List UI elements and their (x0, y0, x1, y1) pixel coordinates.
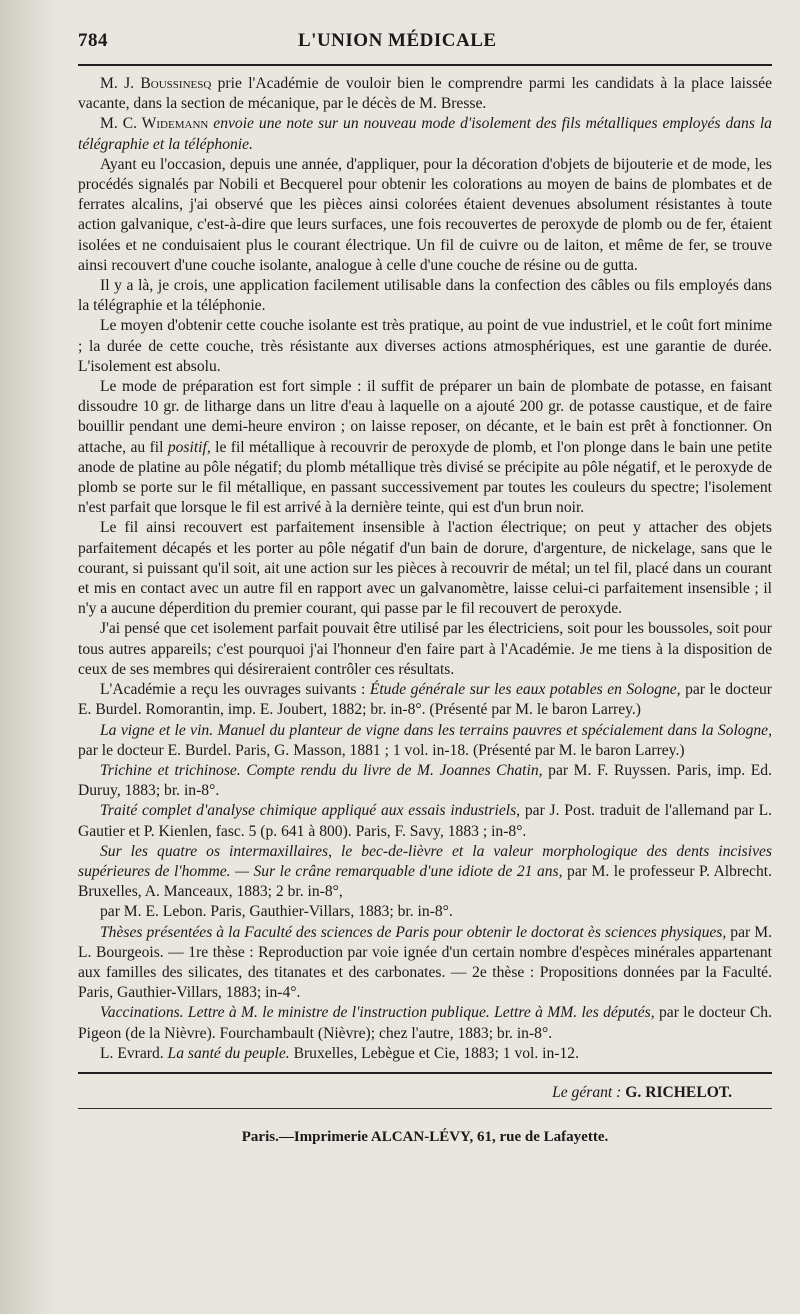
paragraph (78, 114, 772, 154)
paragraph (78, 155, 772, 276)
paragraph-text: Le mode de préparation est fort simple : il suffit de préparer un bain de plombate de potasse, en faisant dissoudre 10 gr. de litharge dans un litre d'eau à laquelle on a ajouté 200 gr. de potasse caustique, et de faire bouillir pendant une demi-heure environ ; on laisse reposer, on décante, et le bain est prêt à fonctionner. On attache, au fil (78, 378, 772, 456)
paragraph (78, 680, 772, 720)
paragraph-italic: Étude générale sur les eaux potables en Sologne, (369, 681, 681, 699)
paragraph-text2: par le docteur Ch. Pigeon (de la Nièvre). Fourchambault (Nièvre); chez l'autre, 1883; br. in-8°. (78, 1004, 772, 1042)
paragraph (78, 902, 772, 922)
paragraph (78, 276, 772, 316)
paragraph-text2: par J. Post. traduit de l'allemand par L. Gautier et P. Kienlen, fasc. 5 (p. 641 à 800). Paris, F. Savy, 1883 ; in-8°. (78, 802, 772, 840)
imprint-rule (78, 1108, 772, 1109)
paragraph-italic: Trichine et trichinose. Compte rendu du livre de M. Joannes Chatin, (100, 761, 543, 779)
paragraph-italic: Vaccinations. Lettre à M. le ministre de l'instruction publique. Lettre à MM. les députés, (100, 1004, 655, 1022)
footer-rule (78, 1072, 772, 1074)
paragraph (78, 377, 772, 518)
paragraph (78, 1044, 772, 1064)
paragraph-text: L'Académie a reçu les ouvrages suivants : (100, 681, 370, 699)
page-header (78, 30, 772, 52)
paragraph-italic: La santé du peuple. (167, 1044, 290, 1062)
article-body (78, 74, 772, 1064)
paragraph-text: L. Evrard. (100, 1044, 168, 1062)
journal-title: L'UNION MÉDICALE (298, 30, 497, 51)
page-number: 784 (78, 30, 108, 51)
header-rule (78, 64, 772, 66)
printer-imprint: Paris.—Imprimerie ALCAN-LÉVY, 61, rue de Lafayette. (241, 1128, 609, 1145)
paragraph-text: par M. E. Lebon. Paris, Gauthier-Villars, 1883; br. in-8°. (100, 903, 453, 921)
paragraph-italic: La vigne et le vin. Manuel du planteur de vigne dans les terrains pauvres et spécialement dans la Sologne, (100, 721, 772, 739)
paragraph-lead_sc: M. C. Widemann (100, 115, 209, 133)
gerant-label: Le gérant : (552, 1083, 622, 1101)
paragraph-lead_sc: M. J. Boussinesq (100, 75, 212, 92)
paragraph (78, 518, 772, 619)
paragraph-text2: par M. le professeur P. Albrecht. Bruxelles, A. Manceaux, 1883; 2 br. in-8°, (78, 862, 772, 901)
paragraph (78, 842, 772, 903)
paragraph-text: Il y a là, je crois, une application facilement utilisable dans la confection des câbles ou fils employés dans la télégraphie et la téléphonie. (78, 277, 772, 315)
paragraph-text2: par le docteur E. Burdel. Paris, G. Masson, 1881 ; 1 vol. in-18. (Présenté par M. le baron Larrey.) (78, 741, 685, 759)
paragraph-text: Ayant eu l'occasion, depuis une année, d'appliquer, pour la décoration d'objets de bijouterie et de mode, les procédés signalés par Nobili et Becquerel pour obtenir les colorations au moyen de bains de plombates et de ferrates alcalins, j'ai observé que les pièces ainsi colorées étaient devenues absolument résistantes à toute action galvanique, c'est-à-dire que leurs surfaces, une fois recouvertes de peroxyde de plomb ou de fer, étaient isolées et ne conduisaient plus le courant électrique. Un fil de cuivre ou de laiton, et même de fer, se trouve ainsi recouvert d'une couche isolante, analogue à celle d'une couche de résine ou de gutta. (78, 155, 772, 274)
paragraph-text: J'ai pensé que cet isolement parfait pouvait être utilisé par les électriciens, soit pour les boussoles, soit pour tous autres appareils; c'est pourquoi j'ai l'honneur d'en faire part à l'Académie. Je me tiens à la disposition de ceux de ses membres qui désireraient contrôler ces résultats. (78, 620, 772, 678)
paragraph (78, 923, 772, 1004)
paragraph-italic: Traité complet d'analyse chimique appliqué aux essais industriels, (100, 802, 521, 820)
paragraph-text2: Bruxelles, Lebègue et Cie, 1883; 1 vol. in-12. (289, 1044, 579, 1062)
paragraph-italic: positif, (167, 438, 211, 456)
paragraph-text2: par M. L. Bourgeois. — 1re thèse : Reproduction par voie ignée d'un certain nombre d'espèces minérales appartenant aux familles des silicates, des titanates et des carbonates. — 2e thèse : Propositions données par la Faculté. Paris, Gauthier-Villars, 1883; in-4°. (78, 923, 772, 1002)
paragraph (78, 74, 772, 114)
paragraph (78, 316, 772, 377)
paragraph-text: Le fil ainsi recouvert est parfaitement insensible à l'action électrique; on peut y attacher des objets parfaitement décapés et les porter au pôle négatif d'un bain de dorure, d'argenture, de nickelage, sans que le courant, si puissant qu'il soit, ait une action sur les pièces à recouvrir de métal; un tel fil, placé dans un courant et mis en contact avec un autre fil en rapport avec un galvanomètre, laisse celui-ci parfaitement insensible ; il n'y a aucune déperdition du premier courant, qui passe par le fil recouvert de peroxyde. (78, 519, 772, 618)
paragraph (78, 1003, 772, 1043)
paragraph-italic: envoie une note sur un nouveau mode d'isolement des fils métalliques employés dans la télégraphie et la téléphonie. (78, 115, 772, 153)
gerant-name: G. RICHELOT. (625, 1083, 732, 1101)
paragraph (78, 761, 772, 801)
paragraph (78, 619, 772, 680)
page-gutter-shadow (0, 0, 58, 1314)
paragraph (78, 801, 772, 841)
paragraph-text2: par M. F. Ruyssen. Paris, imp. Ed. Duruy, 1883; br. in-8°. (78, 761, 773, 800)
gerant-line (78, 1084, 772, 1102)
paragraph-text: prie l'Académie de vouloir bien le comprendre parmi les candidats à la place laissée vacante, dans la section de mécanique, par le décès de M. Bresse. (78, 75, 772, 113)
paragraph-text2: le fil métallique à recouvrir de peroxyde de plomb, et l'on plonge dans le bain une petite anode de platine au pôle négatif; du plomb métallique très divisé se précipite au pôle négatif, et le peroxyde de plomb se porte sur le fil métallique, en passant successivement par toutes les couleurs du spectre; l'isolement n'est parfait que lorsque le fil est arrivé à la dernière teinte, qui est d'un brun noir. (78, 438, 772, 517)
paragraph-italic: Sur les quatre os intermaxillaires, le bec-de-lièvre et la valeur morphologique des dents incisives supérieures de l'homme. — Sur le crâne remarquable d'une idiote de 21 ans, (78, 842, 772, 880)
paragraph (78, 721, 772, 761)
paragraph-text: Le moyen d'obtenir cette couche isolante est très pratique, au point de vue industriel, et le coût fort minime ; la durée de cette couche, très résistante aux diverses actions atmosphériques, est une garantie de durée. L'isolement est absolu. (78, 317, 772, 375)
paragraph-italic: Thèses présentées à la Faculté des sciences de Paris pour obtenir le doctorat ès sciences physiques, (100, 923, 727, 941)
paragraph-text2: par le docteur E. Burdel. Romorantin, imp. E. Joubert, 1882; br. in-8°. (Présenté par M. le baron Larrey.) (78, 681, 772, 719)
